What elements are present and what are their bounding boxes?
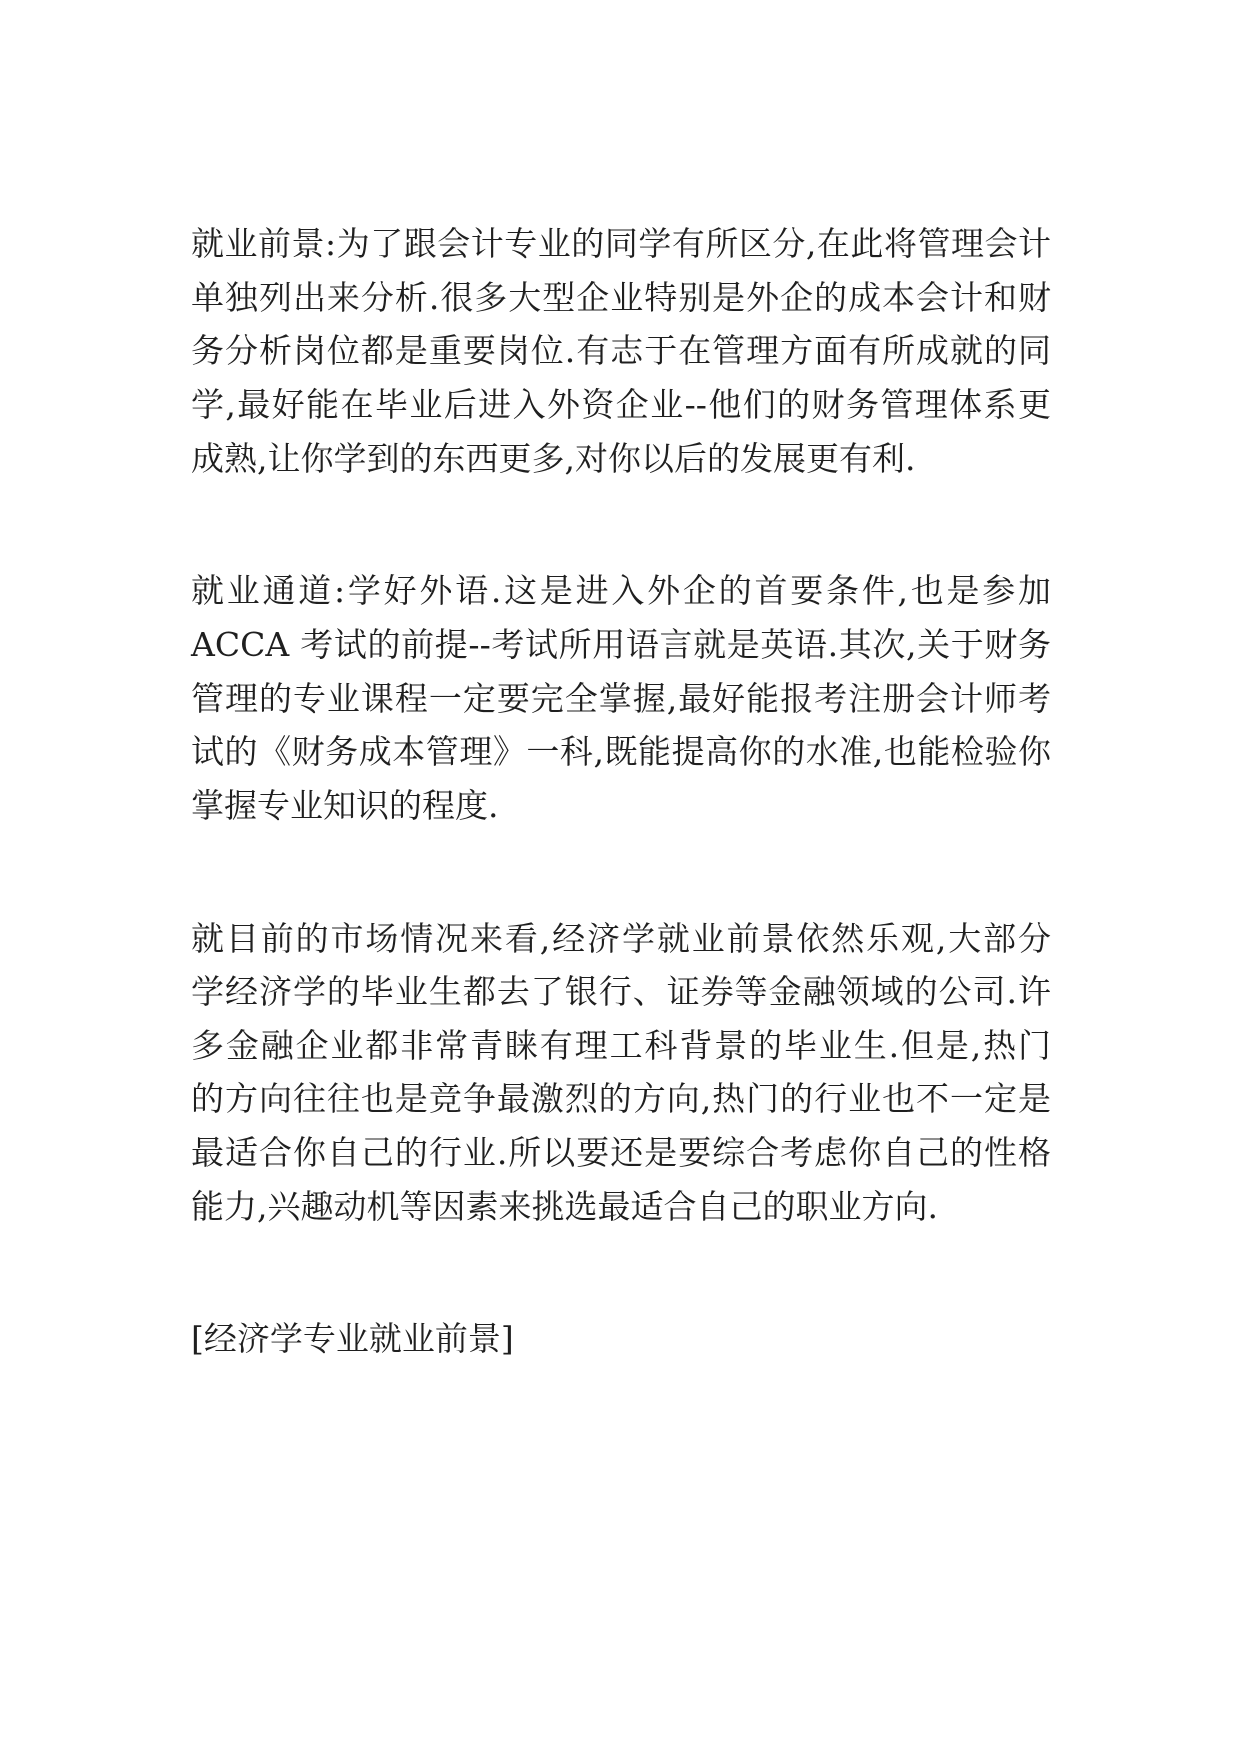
paragraph-2-line-4: 试的《财务成本管理》一科,既能提高你的水准,也能检验你 <box>191 732 1051 771</box>
paragraph-2-line-1: 就业通道:学好外语.这是进入外企的首要条件,也是参加 <box>191 571 1051 610</box>
paragraph-1-line-2: 单独列出来分析.很多大型企业特别是外企的成本会计和财 <box>191 278 1051 317</box>
paragraph-3-line-5: 最适合你自己的行业.所以要还是要综合考虑你自己的性格 <box>191 1133 1051 1172</box>
paragraph-1-line-4: 学,最好能在毕业后进入外资企业--他们的财务管理体系更 <box>191 385 1051 424</box>
paragraph-2-line-3: 管理的专业课程一定要完全掌握,最好能报考注册会计师考 <box>191 679 1051 718</box>
paragraph-3-line-6: 能力,兴趣动机等因素来挑选最适合自己的职业方向. <box>191 1187 938 1226</box>
paragraph-1-line-3: 务分析岗位都是重要岗位.有志于在管理方面有所成就的同 <box>191 331 1051 370</box>
paragraph-3-line-2: 学经济学的毕业生都去了银行、证券等金融领域的公司.许 <box>191 972 1051 1011</box>
paragraph-3-line-4: 的方向往往也是竞争最激烈的方向,热门的行业也不一定是 <box>191 1079 1051 1118</box>
paragraph-2-line-5: 掌握专业知识的程度. <box>191 786 499 825</box>
document-tag-line: [经济学专业就业前景] <box>191 1319 514 1358</box>
paragraph-3-line-3: 多金融企业都非常青睐有理工科背景的毕业生.但是,热门 <box>191 1026 1051 1065</box>
paragraph-3-line-1: 就目前的市场情况来看,经济学就业前景依然乐观,大部分 <box>191 919 1051 958</box>
paragraph-1-line-5: 成熟,让你学到的东西更多,对你以后的发展更有利. <box>191 439 916 478</box>
paragraph-2-line-2: ACCA 考试的前提--考试所用语言就是英语.其次,关于财务 <box>191 625 1051 664</box>
paragraph-1-line-1: 就业前景:为了跟会计专业的同学有所区分,在此将管理会计 <box>191 224 1051 263</box>
